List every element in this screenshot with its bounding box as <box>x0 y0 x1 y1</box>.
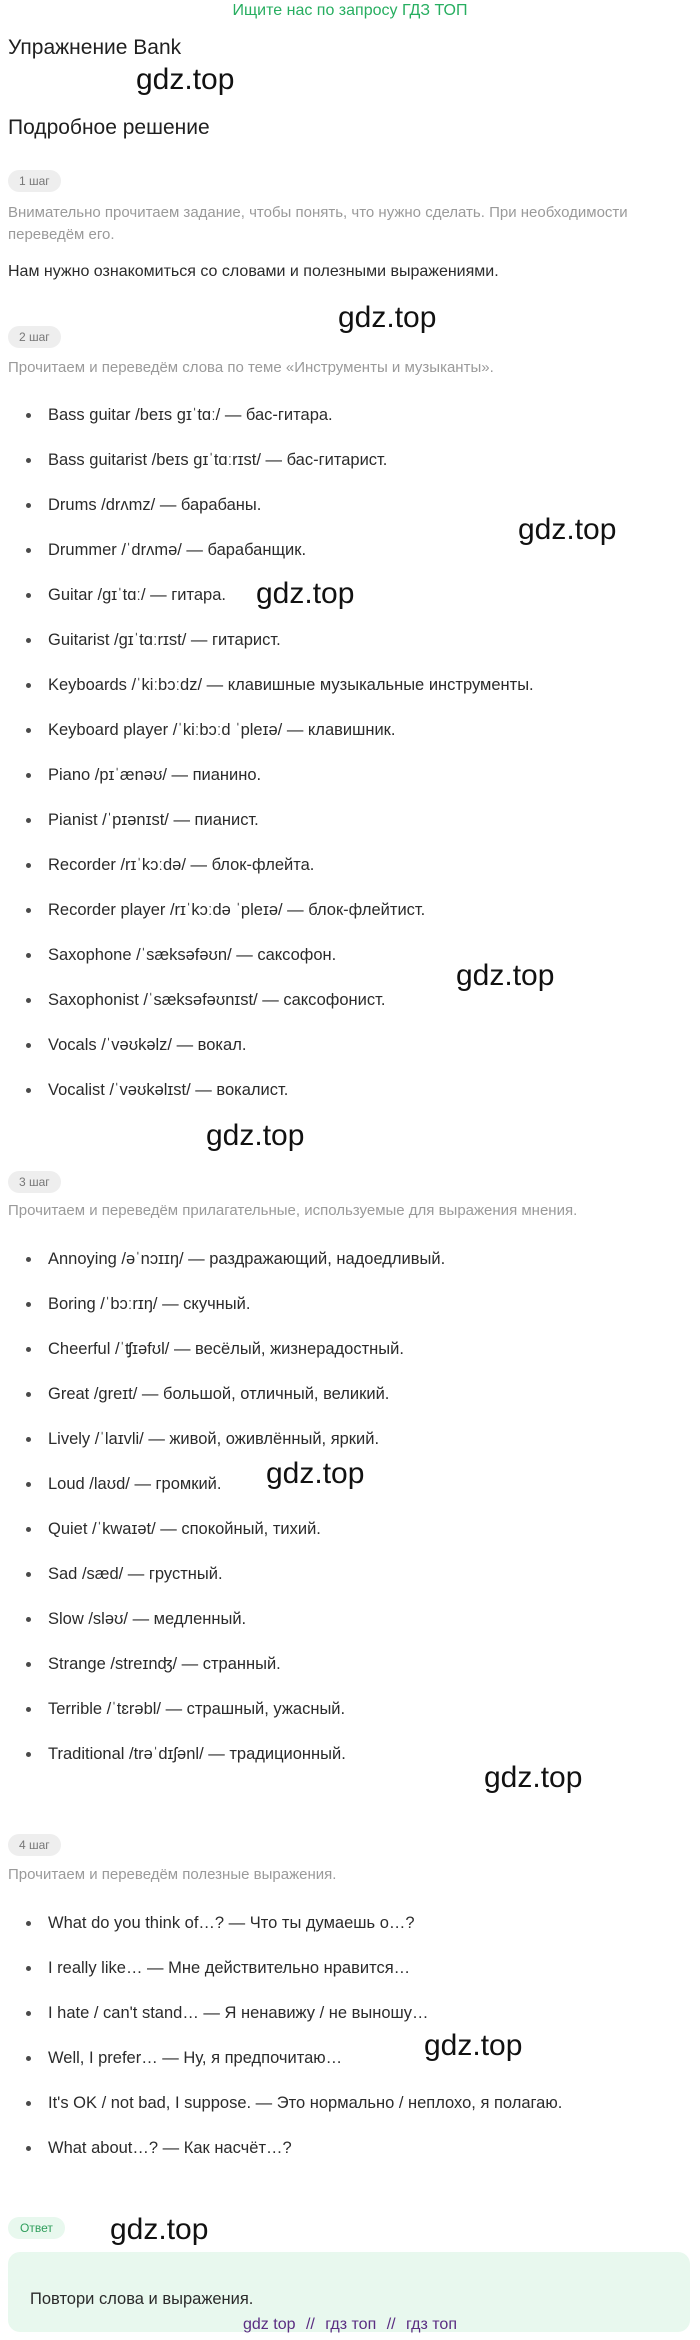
list-item-text: Great /greɪt/ — большой, отличный, великий. <box>48 1385 390 1403</box>
watermark: gdz.top <box>206 1119 305 1152</box>
list-item-text: Lively /ˈlaɪvli/ — живой, оживлённый, яркий. <box>48 1430 380 1448</box>
step-2-word-list <box>0 404 534 1124</box>
page-title: Упражнение Bank <box>8 36 182 59</box>
list-item <box>0 629 534 674</box>
step-1-instruction: Внимательно прочитаем задание, чтобы понять, что нужно сделать. При необходимости переведём его. <box>8 204 628 243</box>
list-item <box>0 1034 534 1079</box>
list-item <box>0 899 534 944</box>
bullet-icon <box>26 458 31 463</box>
list-item-text: Annoying /əˈnɔɪɪŋ/ — раздражающий, надоедливый. <box>48 1250 446 1268</box>
footer-links <box>0 2314 700 2336</box>
list-item <box>0 1653 445 1698</box>
list-item-text: What do you think of…? — Что ты думаешь о…? <box>48 1914 415 1932</box>
footer-link[interactable]: гдз топ <box>406 2316 457 2333</box>
list-item-text: It's OK / not bad, I suppose. — Это нормально / неплохо, я полагаю. <box>48 2094 563 2112</box>
bullet-icon <box>26 773 31 778</box>
list-item-text: Keyboard player /ˈkiːbɔːd ˈpleɪə/ — клавишник. <box>48 721 396 739</box>
list-item-text: Drums /drʌmz/ — барабаны. <box>48 496 262 514</box>
bullet-icon <box>26 2101 31 2106</box>
bullet-icon <box>26 1302 31 1307</box>
step-3-badge: 3 шаг <box>8 1171 61 1193</box>
bullet-icon <box>26 593 31 598</box>
watermark: gdz.top <box>338 301 437 334</box>
list-item <box>0 1473 445 1518</box>
top-banner: Ищите нас по запросу ГДЗ ТОП <box>232 2 468 19</box>
list-item-text: Piano /pɪˈænəʊ/ — пианино. <box>48 766 262 784</box>
list-item <box>0 1608 445 1653</box>
list-item-text: Loud /laʊd/ — громкий. <box>48 1475 222 1493</box>
list-item-text: Slow /sləʊ/ — медленный. <box>48 1610 247 1628</box>
list-item-text: Well, I prefer… — Ну, я предпочитаю… <box>48 2049 343 2067</box>
watermark: gdz.top <box>256 577 355 610</box>
step-3-word-list <box>0 1248 445 1788</box>
footer-link[interactable]: гдз топ <box>325 2316 377 2333</box>
bullet-icon <box>26 1392 31 1397</box>
list-item <box>0 989 534 1034</box>
list-item <box>0 1698 445 1743</box>
bullet-icon <box>26 1437 31 1442</box>
step-2-badge: 2 шаг <box>8 326 61 348</box>
list-item-text: Guitarist /gɪˈtɑːrɪst/ — гитарист. <box>48 631 281 649</box>
list-item <box>0 764 534 809</box>
list-item <box>0 1338 445 1383</box>
bullet-icon <box>26 2146 31 2151</box>
step-4-badge: 4 шаг <box>8 1834 61 1856</box>
list-item-text: Vocals /ˈvəʊkəlz/ — вокал. <box>48 1036 247 1054</box>
list-item-text: Cheerful /ˈʧɪəfʊl/ — весёлый, жизнерадостный. <box>48 1340 404 1358</box>
bullet-icon <box>26 863 31 868</box>
list-item-text: Recorder player /rɪˈkɔːdə ˈpleɪə/ — блок-флейтист. <box>48 901 426 919</box>
list-item-text: Guitar /gɪˈtɑː/ — гитара. <box>48 586 226 604</box>
bullet-icon <box>26 1347 31 1352</box>
step-1-badge: 1 шаг <box>8 170 61 192</box>
list-item-text: Sad /sæd/ — грустный. <box>48 1565 223 1583</box>
list-item <box>0 2092 562 2137</box>
bullet-icon <box>26 2056 31 2061</box>
footer-link[interactable]: gdz top <box>243 2316 296 2333</box>
list-item-text: Terrible /ˈtɛrəbl/ — страшный, ужасный. <box>48 1700 346 1718</box>
bullet-icon <box>26 548 31 553</box>
bullet-icon <box>26 2011 31 2016</box>
bullet-icon <box>26 818 31 823</box>
bullet-icon <box>26 413 31 418</box>
bullet-icon <box>26 998 31 1003</box>
bullet-icon <box>26 1088 31 1093</box>
answer-badge: Ответ <box>8 2217 65 2239</box>
list-item-text: Vocalist /ˈvəʊkəlɪst/ — вокалист. <box>48 1081 289 1099</box>
list-item-text: Bass guitarist /beɪs gɪˈtɑːrɪst/ — бас-гитарист. <box>48 451 388 469</box>
list-item <box>0 404 534 449</box>
bullet-icon <box>26 1921 31 1926</box>
bullet-icon <box>26 1662 31 1667</box>
watermark: gdz.top <box>136 63 235 96</box>
bullet-icon <box>26 1257 31 1262</box>
bullet-icon <box>26 1043 31 1048</box>
list-item <box>0 1248 445 1293</box>
bullet-icon <box>26 638 31 643</box>
list-item-text: Recorder /rɪˈkɔːdə/ — блок-флейта. <box>48 856 315 874</box>
bullet-icon <box>26 1572 31 1577</box>
list-item-text: I really like… — Мне действительно нравится… <box>48 1959 411 1977</box>
footer-separator: // <box>305 2316 315 2333</box>
bullet-icon <box>26 1482 31 1487</box>
bullet-icon <box>26 728 31 733</box>
list-item <box>0 1518 445 1563</box>
list-item-text: Saxophonist /ˈsæksəfəʊnɪst/ — саксофонист. <box>48 991 386 1009</box>
step-2-instruction: Прочитаем и переведём слова по теме «Инструменты и музыканты». <box>8 359 494 376</box>
bullet-icon <box>26 1966 31 1971</box>
list-item <box>0 2137 562 2182</box>
list-item-text: Bass guitar /beɪs gɪˈtɑː/ — бас-гитара. <box>48 406 333 424</box>
watermark: gdz.top <box>266 1457 365 1490</box>
list-item <box>0 1912 562 1957</box>
watermark: gdz.top <box>484 1761 583 1794</box>
bullet-icon <box>26 1527 31 1532</box>
step-3-instruction: Прочитаем и переведём прилагательные, используемые для выражения мнения. <box>8 1202 578 1219</box>
list-item-text: Quiet /ˈkwaɪət/ — спокойный, тихий. <box>48 1520 321 1538</box>
list-item <box>0 1383 445 1428</box>
watermark: gdz.top <box>424 2029 523 2062</box>
list-item-text: What about…? — Как насчёт…? <box>48 2139 292 2157</box>
list-item <box>0 854 534 899</box>
list-item <box>0 494 534 539</box>
list-item <box>0 809 534 854</box>
list-item-text: I hate / can't stand… — Я ненавижу / не выношу… <box>48 2004 429 2022</box>
list-item-text: Saxophone /ˈsæksəfəʊn/ — саксофон. <box>48 946 337 964</box>
step-4-instruction: Прочитаем и переведём полезные выражения. <box>8 1866 337 1883</box>
answer-text: Повтори слова и выражения. <box>30 2290 254 2308</box>
bullet-icon <box>26 1617 31 1622</box>
list-item-text: Boring /ˈbɔːrɪŋ/ — скучный. <box>48 1295 251 1313</box>
list-item-text: Keyboards /ˈkiːbɔːdz/ — клавишные музыкальные инструменты. <box>48 676 534 694</box>
bullet-icon <box>26 953 31 958</box>
bullet-icon <box>26 908 31 913</box>
list-item <box>0 719 534 764</box>
list-item-text: Pianist /ˈpɪənɪst/ — пианист. <box>48 811 259 829</box>
list-item <box>0 674 534 719</box>
watermark: gdz.top <box>518 513 617 546</box>
list-item <box>0 1743 445 1788</box>
list-item <box>0 944 534 989</box>
list-item-text: Traditional /trəˈdɪʃənl/ — традиционный. <box>48 1745 346 1763</box>
list-item <box>0 1957 562 2002</box>
list-item-text: Drummer /ˈdrʌmə/ — барабанщик. <box>48 541 307 559</box>
list-item <box>0 1428 445 1473</box>
watermark: gdz.top <box>110 2213 209 2246</box>
bullet-icon <box>26 503 31 508</box>
list-item-text: Strange /streɪnʤ/ — странный. <box>48 1655 281 1673</box>
solution-heading: Подробное решение <box>8 116 210 139</box>
bullet-icon <box>26 683 31 688</box>
step-1-text: Нам нужно ознакомиться со словами и полезными выражениями. <box>8 263 499 280</box>
list-item <box>0 1563 445 1608</box>
bullet-icon <box>26 1752 31 1757</box>
list-item <box>0 449 534 494</box>
watermark: gdz.top <box>456 959 555 992</box>
bullet-icon <box>26 1707 31 1712</box>
footer-separator: // <box>386 2316 396 2333</box>
list-item <box>0 1293 445 1338</box>
